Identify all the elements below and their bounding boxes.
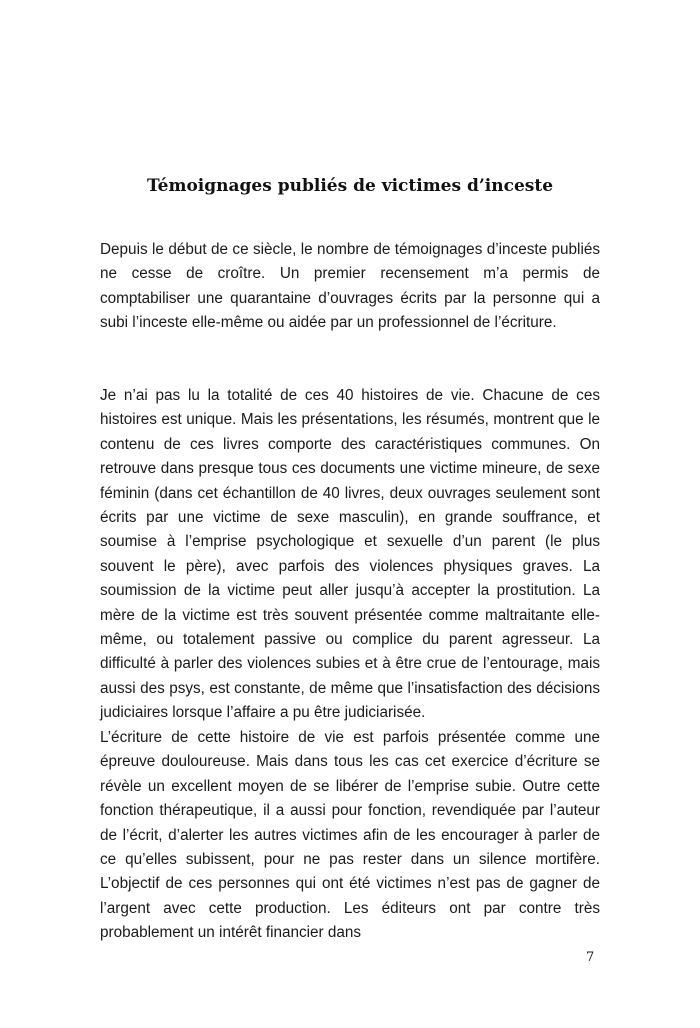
paragraph-1: Depuis le début de ce siècle, le nombre de témoignages d’inceste publiés ne cesse de croître. Un premier recensement m’a permis de comptabiliser une quarantaine d’ouvrages écrits par la personne qui a subi l’inceste elle-même ou aidée par un professionnel de l’écriture. <box>100 241 600 332</box>
paragraph-3: L’écriture de cette histoire de vie est parfois présentée comme une épreuve douloureuse. Mais dans tous les cas cet exercice d’écriture se révèle un excellent moyen de se libérer de l’emprise subie. Outre cette fonction thérapeutique, il a aussi pour fonction, revendiquée par l’auteur de l’écrit, d’alerter les autres victimes afin de les encourager à parler de ce qu’elles subissent, pour ne pas rester dans un silence mortifère. L’objectif de ces personnes qui ont été victimes n’est pas de gagner de l’argent avec cette production. Les éditeurs ont par contre très probablement un intérêt financier dans <box>100 729 600 942</box>
page-title: Témoignages publiés de victimes d’inceste <box>146 176 554 196</box>
page-number: 7 <box>586 950 595 965</box>
paragraph-2: Je n’ai pas lu la totalité de ces 40 histoires de vie. Chacune de ces histoires est unique. Mais les présentations, les résumés, montrent que le contenu de ces livres comporte des caractéristiques communes. On retrouve dans presque tous ces documents une victime mineure, de sexe féminin (dans cet échantillon de 40 livres, deux ouvrages seulement sont écrits par une victime de sexe masculin), en grande souffrance, et soumise à l’emprise psychologique et sexuelle d’un parent (le plus souvent le père), avec parfois des violences physiques graves. La soumission de la victime peut aller jusqu’à accepter la prostitution. La mère de la victime est très souvent présentée comme maltraitante elle-même, ou totalement passive ou complice du parent agresseur. La difficulté à parler des violences subies et à être crue de l’entourage, mais aussi des psys, est constante, de même que l’insatisfaction des décisions judiciaires lorsque l’affaire a pu être judiciarisée. <box>100 387 600 722</box>
